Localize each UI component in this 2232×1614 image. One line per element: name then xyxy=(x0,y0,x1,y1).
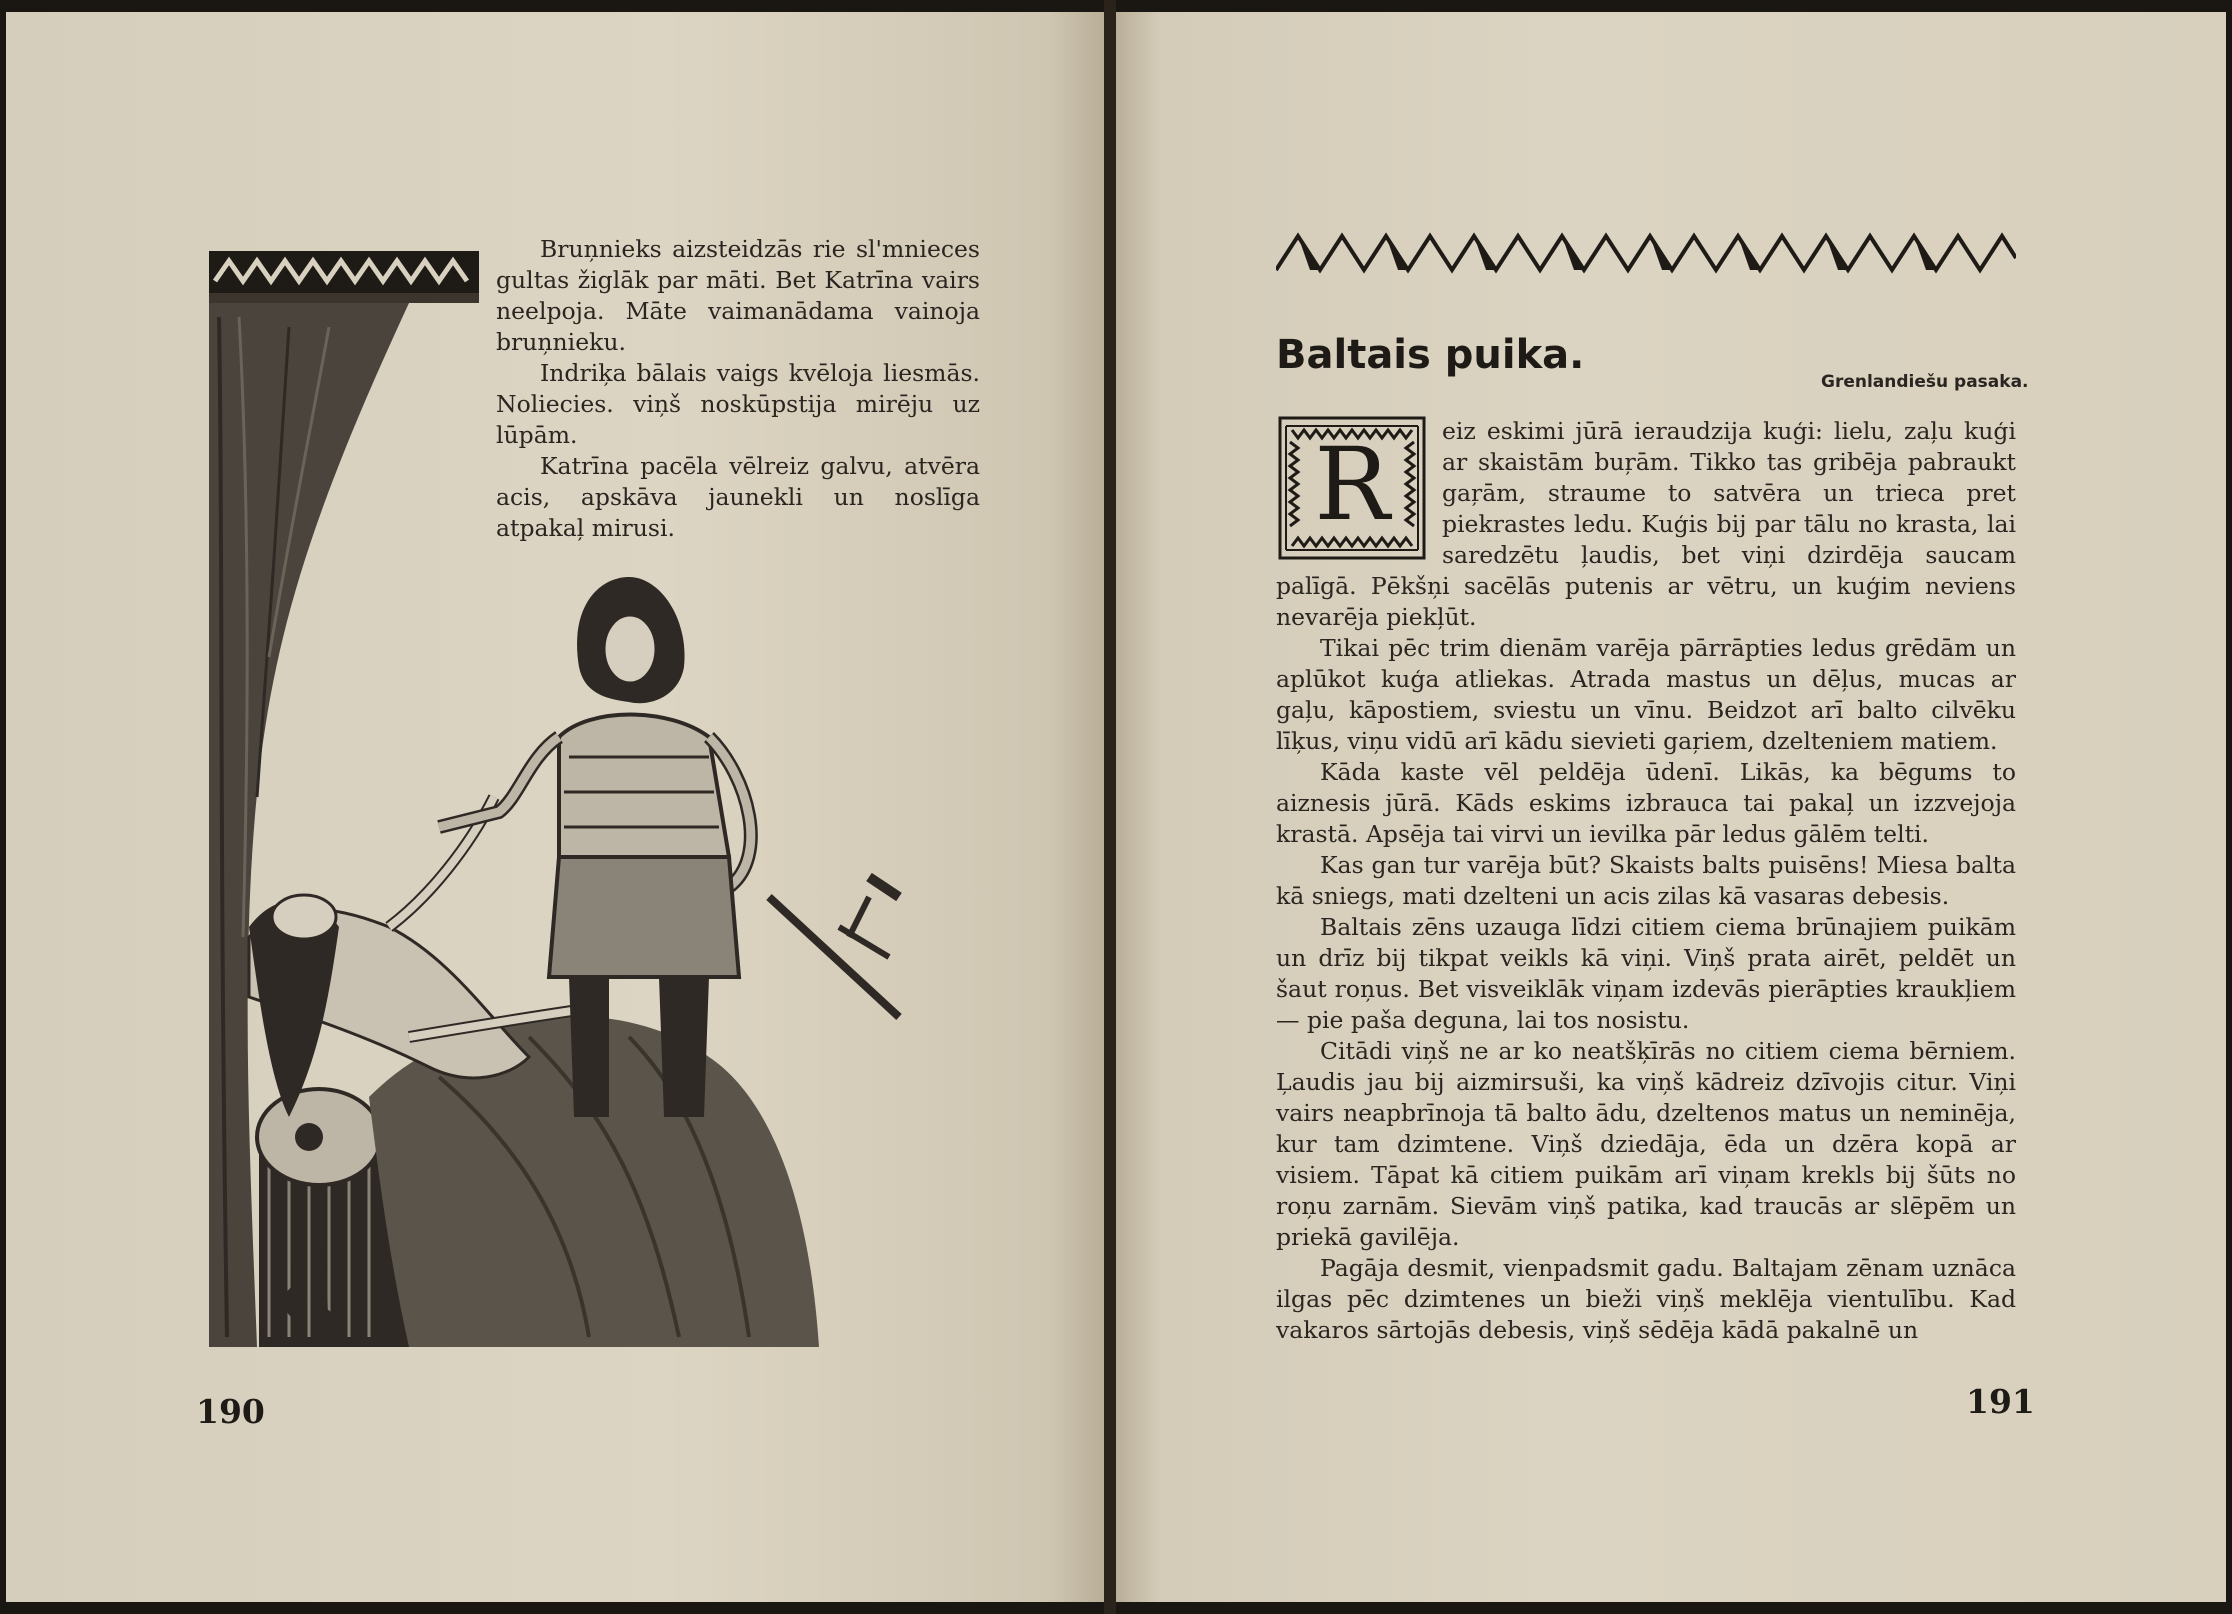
left-paragraph: Indriķa bālais vaigs kvēloja liesmās. Noliecies. viņš noskūpstija mirēju uz lūpām. xyxy=(496,359,980,449)
dropcap-letter: R xyxy=(1314,426,1390,543)
valance-ornament xyxy=(209,251,479,303)
right-paragraph: Citādi viņš ne ar ko neatšķīrās no citiem ciema bērniem. Ļaudis jau bij aizmirsuši, ka viņš kādreiz dzīvojis citur. Viņi vairs neapbrīnoja tā balto ādu, dzeltenos matus un neminēja, kur tam dzimtene. Viņš dziedāja, ēda un dzēra kopā ar visiem. Tāpat kā citiem puikām arī viņam krekls bij šūts no roņu zarnām. Sievām viņš patika, kad traucās ar slēpēm un priekā gavilēja. xyxy=(1276,1037,2016,1251)
right-paragraph: Kas gan tur varēja būt? Skaists balts puisēns! Miesa balta kā sniegs, mati dzelteni un acis zilas kā vasaras debesis. xyxy=(1276,851,2016,910)
left-page-text xyxy=(496,234,980,544)
right-paragraph: Tikai pēc trim dienām varēja pārrāpties ledus grēdām un aplūkot kuģa atliekas. Atrada mastus un dēļus, mucas ar gaļu, kāpostiem, sviestu un vīnu. Beidzot arī balto cilvēku līķus, viņu vidū arī kādu sievieti gaŗiem, dzelteniem matiem. xyxy=(1276,634,2016,755)
dropcap-frame xyxy=(1278,416,1426,560)
page-number-left: 190 xyxy=(196,1392,265,1431)
right-paragraph: Baltais zēns uzauga līdzi citiem ciema brūnajiem puikām un drīz bij tikpat veikls kā viņi. Viņš prata airēt, peldēt un šaut roņus. Bet visveiklāk viņam izdevās pierāpties kraukļiem — pie paša deguna, lai tos nosistu. xyxy=(1276,913,2016,1034)
left-paragraph: Bruņnieks aizsteidzās rie sl'mnieces gultas žiglāk par māti. Bet Katrīna vairs neelpoja. Māte vaimanādama vainoja bruņnieku. xyxy=(496,235,980,356)
right-paragraph: Kāda kaste vēl peldēja ūdenī. Likās, ka bēgums to aiznesis jūrā. Kāds eskims izbrauca tai pakaļ un izzvejoja krastā. Apsēja tai virvi un ievilka pār ledus gālēm telti. xyxy=(1276,758,2016,848)
left-paragraph: Katrīna pacēla vēlreiz galvu, atvēra acis, apskāva jaunekli un noslīga atpakaļ mirusi. xyxy=(496,452,980,542)
right-page xyxy=(1116,12,2226,1602)
first-paragraph: eiz eskimi jūrā ieraudzija kuģi: lielu, zaļu kuģi ar skaistām buŗām. Tikko tas gribēja pabraukt gaŗām, straume to satvēra un trieca pret piekrastes ledu. Kuģis bij par tālu no krasta, lai saredzētu ļaudis, bet viņi dzirdēja saucam palīgā. Pēkšņi sacēlās putenis ar vētru, un kuģim neviens nevarēja piekļūt. xyxy=(1276,417,2016,631)
story-subtitle: Grenlandiešu pasaka. xyxy=(1821,372,2029,392)
gutter xyxy=(1104,0,1116,1614)
right-paragraph: Pagāja desmit, vienpadsmit gadu. Baltajam zēnam uznāca ilgas pēc dzimtenes un bieži viņš meklēja vientulību. Kad vakaros sārtojās debesis, viņš sēdēja kādā pakalnē un xyxy=(1276,1254,2016,1344)
story-title: Baltais puika. xyxy=(1276,332,1585,378)
zigzag-ornament xyxy=(1276,222,2016,282)
page-number-right: 191 xyxy=(1966,1382,2035,1421)
left-page xyxy=(6,12,1104,1602)
